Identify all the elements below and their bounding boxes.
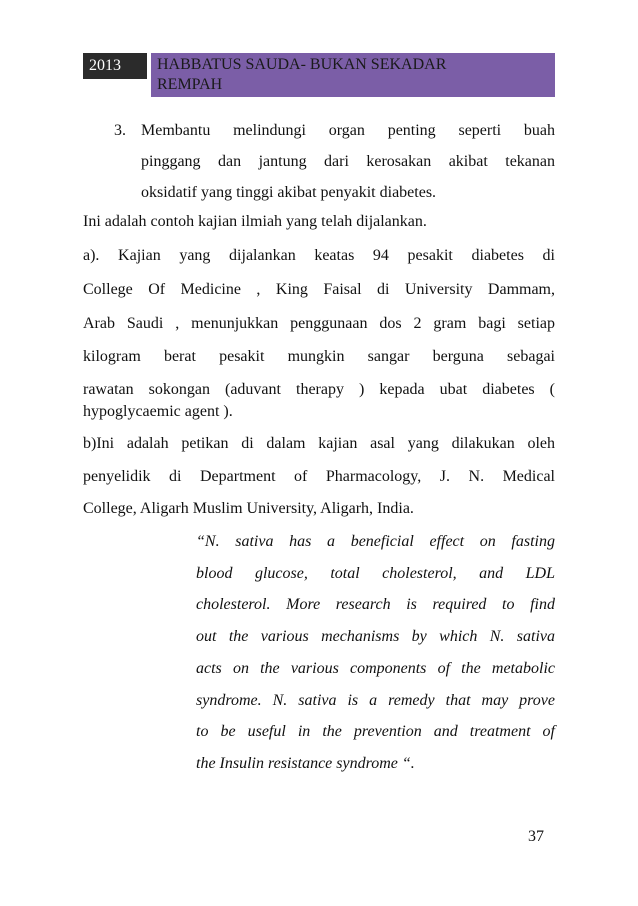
list-item-line: oksidatif yang tinggi akibat penyakit diabetes. bbox=[141, 184, 437, 201]
page-number: 37 bbox=[528, 828, 544, 845]
body-line: Ini adalah contoh kajian ilmiah yang telah dijalankan. bbox=[83, 213, 427, 230]
header-title bbox=[151, 53, 555, 97]
quote-line: “N. sativa has a beneficial effect on fasting bbox=[196, 533, 555, 550]
header-title-line-1: HABBATUS SAUDA- BUKAN SEKADAR bbox=[157, 56, 447, 73]
body-line: Arab Saudi , menunjukkan penggunaan dos 2 gram bagi setiap bbox=[83, 315, 555, 332]
quote-line: syndrome. N. sativa is a remedy that may prove bbox=[196, 692, 555, 709]
body-line: rawatan sokongan (aduvant therapy ) kepada ubat diabetes ( bbox=[83, 381, 555, 398]
body-line: College Of Medicine , King Faisal di University Dammam, bbox=[83, 281, 555, 298]
list-item-number: 3. bbox=[114, 122, 126, 139]
quote-line: blood glucose, total cholesterol, and LDL bbox=[196, 565, 555, 582]
quote-line: out the various mechanisms by which N. sativa bbox=[196, 628, 555, 645]
body-line: a). Kajian yang dijalankan keatas 94 pesakit diabetes di bbox=[83, 247, 555, 264]
header-year: 2013 bbox=[83, 53, 147, 79]
quote-line: acts on the various components of the metabolic bbox=[196, 660, 555, 677]
list-item-line: pinggang dan jantung dari kerosakan akibat tekanan bbox=[141, 153, 555, 170]
body-line: b)Ini adalah petikan di dalam kajian asal yang dilakukan oleh bbox=[83, 435, 555, 452]
body-line: penyelidik di Department of Pharmacology, J. N. Medical bbox=[83, 468, 555, 485]
quote-line: the Insulin resistance syndrome “. bbox=[196, 755, 415, 772]
quote-line: to be useful in the prevention and treatment of bbox=[196, 723, 555, 740]
list-item-line: Membantu melindungi organ penting seperti buah bbox=[141, 122, 555, 139]
page-header bbox=[83, 53, 555, 97]
header-title-line-2: REMPAH bbox=[157, 76, 223, 93]
body-line: College, Aligarh Muslim University, Aligarh, India. bbox=[83, 500, 414, 517]
body-line: hypoglycaemic agent ). bbox=[83, 403, 233, 420]
quote-line: cholesterol. More research is required to find bbox=[196, 596, 555, 613]
body-line: kilogram berat pesakit mungkin sangar berguna sebagai bbox=[83, 348, 555, 365]
